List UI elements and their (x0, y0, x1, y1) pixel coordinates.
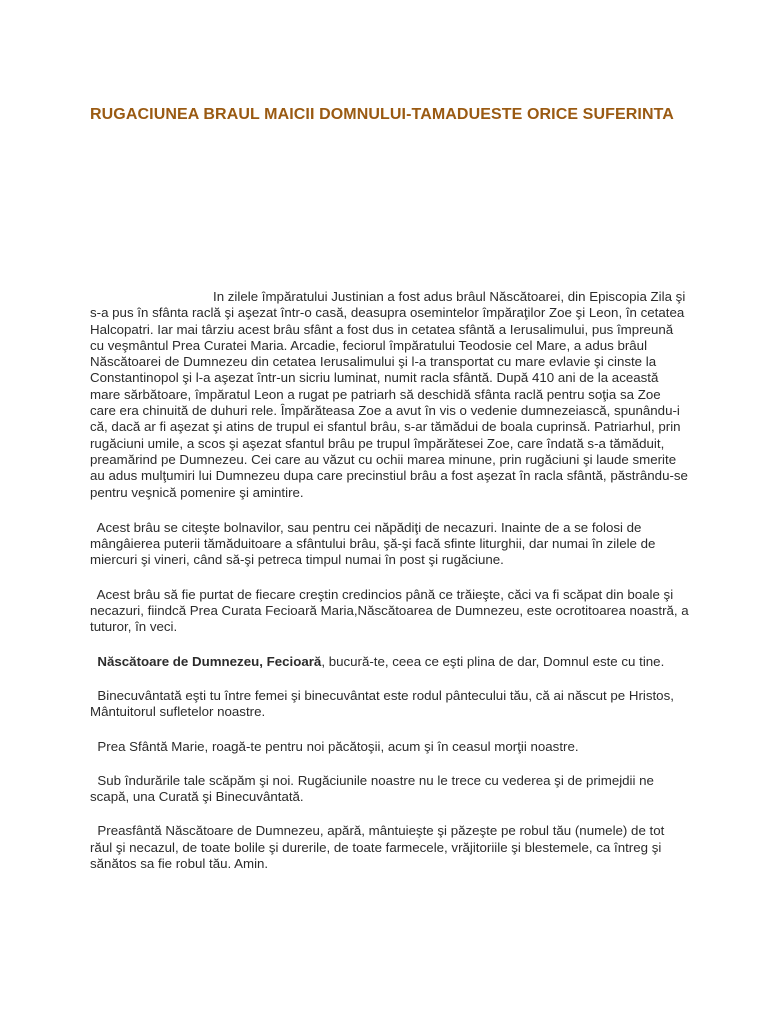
document-body (90, 289, 693, 890)
paragraph-text: Acest brâu se citeşte bolnavilor, sau pentru cei năpădiţi de necazuri. Inainte de a se folosi de mângâierea puterii tămăduitoare a sfântului brâu, şă-şi facă sfinte liturghii, dar numai în zilele de miercuri şi vineri, când să-şi petreca timpul numai în post şi rugăciune. (90, 519, 660, 568)
paragraph-text: In zilele împăratului Justinian a fost adus brâul Născătoarei, din Episcopia Zila şi s-a pus în sfânta raclă şi aşezat într-o casă, deasupra osemintelor împăraţilor Zoe şi Leon, în cetatea Halcopatri. Iar mai târziu acest brâu sfânt a fost dus in cetatea sfântă a Ierusalimului, pus împreună cu veşmântul Prea Curatei Maria. Arcadie, feciorul împăratului Teodosie cel Mare, a adus brâul Născătoarei de Dumnezeu din cetatea Ierusalimului şi l-a transportat cu mare evlavie şi cinste la Constantinopol şi l-a aşezat într-un sicriu luminat, numit racla sfântă. După 410 ani de la această mare sărbătoare, împăratul Leon a rugat pe patriarh să deschidă sfânta raclă pentru soţia sa Zoe care era chinuită de duhuri rele. Împărăteasa Zoe a avut în vis o vedenie dumnezeiască, spunându-i că, dacă ar fi aşezat şi atins de trupul ei sfantul brâu, s-ar tămădui de boala cuprinsă. Patriarhul, prin rugăciuni umile, a scos şi aşezat sfantul brâu pe trupul împărătesei Zoe, care îndată s-a tămăduit, preamărind pe Dumnezeu. Cei care au văzut cu ochii marea minune, prin rugăciuni şi laude smerite au adus mulţumiri lui Dumnezeu dupa care precinstiul brâu a fost aşezat în racla sfântă, păstrându-se pentru veşnică pomenire şi amintire. (90, 289, 692, 500)
paragraph-bold-text: Născătoare de Dumnezeu, Fecioară (97, 653, 322, 669)
paragraph-wearing (90, 586, 693, 636)
document-title: RUGACIUNEA BRAUL MAICII DOMNULUI-TAMADUESTE ORICE SUFERINTA (90, 106, 674, 123)
paragraph-text: Binecuvântată eşti tu între femei şi binecuvântat este rodul pântecului tău, că ai născut pe Hristos, Mântuitorul sufletelor noastre. (90, 687, 678, 720)
paragraph-prayer-protection (90, 823, 690, 872)
paragraph-prayer-holy-mary (90, 739, 690, 755)
paragraph-text: Prea Sfântă Marie, roagă-te pentru noi păcătoşii, acum şi în ceasul morţii noastre. (97, 738, 579, 754)
paragraph-text: , bucură-te, ceea ce eşti plina de dar, Domnul este cu tine. (321, 653, 665, 669)
paragraph-text: Preasfântă Născătoare de Dumnezeu, apără, mântuieşte şi păzeşte pe robul tău (numele) de tot răul şi necazul, de toate bolile şi durerile, de toate farmecele, vrăjitoriile şi blestemele, ca întreg şi sănătos sa fie robul tău. Amin. (90, 823, 669, 872)
paragraph-usage (90, 520, 690, 569)
paragraph-text: Sub îndurările tale scăpăm şi noi. Rugăciunile noastre nu le trece cu vederea şi de primejdii ne scapă, una Curată şi Binecuvântată. (90, 772, 658, 805)
paragraph-text: Acest brâu să fie purtat de fiecare creştin credincios până ce trăieşte, căci va fi scăpat din boale şi necazuri, fiindcă Prea Curata Fecioară Maria,Născătoarea de Dumnezeu, este ocrotitoarea noastră, a tuturor, în veci. (90, 586, 693, 635)
paragraph-prayer-mercy (90, 773, 690, 806)
paragraph-history (90, 289, 690, 501)
paragraph-prayer-blessed (90, 688, 690, 721)
paragraph-prayer-greeting (90, 654, 690, 670)
